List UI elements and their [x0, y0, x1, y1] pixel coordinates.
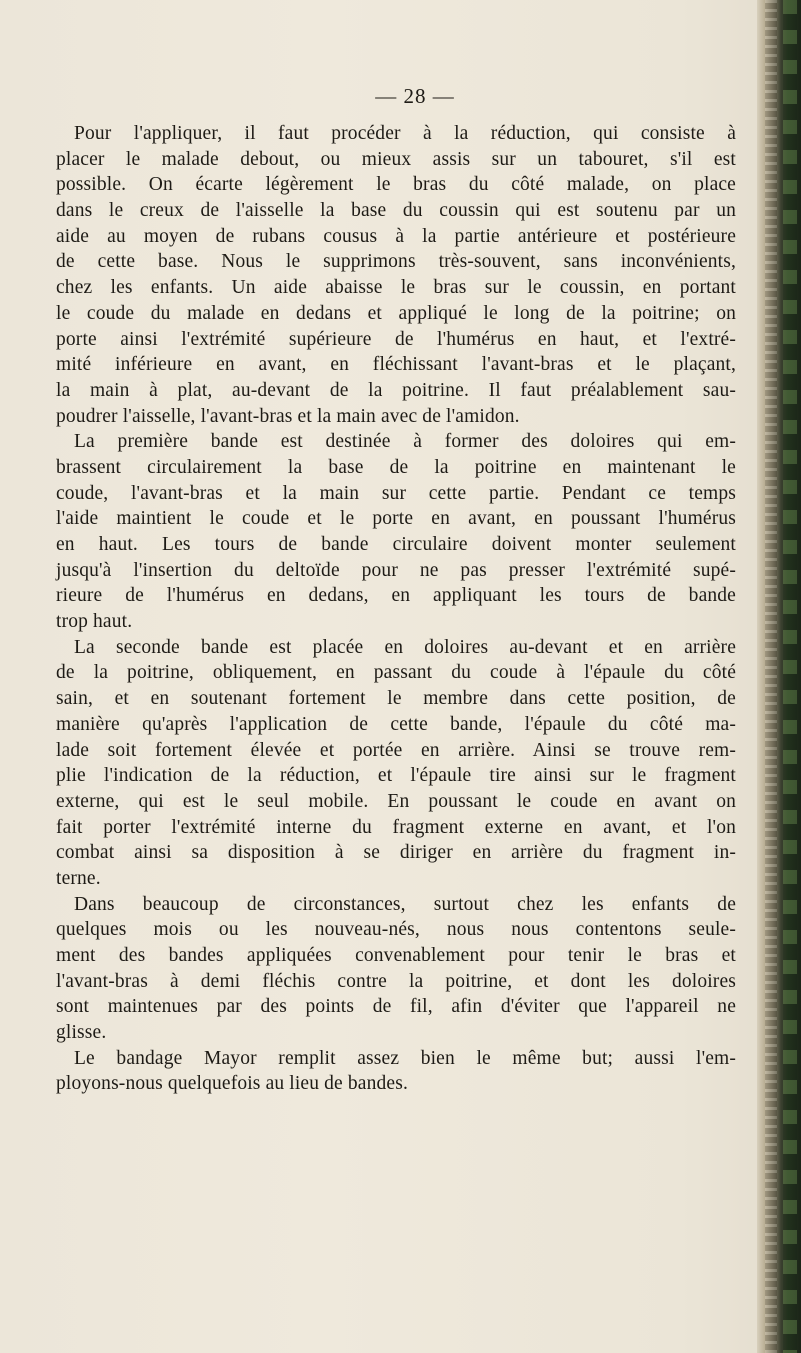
text-line: Pour l'appliquer, il faut procéder à la réduction, qui consiste à	[74, 123, 736, 144]
text-line: ployons-nous quelquefois au lieu de bandes.	[56, 1073, 408, 1095]
text-line: possible. On écarte légèrement le bras du côté malade, on place	[56, 174, 736, 196]
text-line: manière qu'après l'application de cette bande, l'épaule du côté ma-	[56, 713, 736, 735]
page-edge	[757, 0, 801, 1353]
text-line: externe, qui est le seul mobile. En poussant le coude en avant on	[56, 790, 736, 812]
text-line: La seconde bande est placée en doloires au-devant et en arrière	[74, 636, 736, 658]
text-line: chez les enfants. Un aide abaisse le bras sur le coussin, en portant	[56, 277, 736, 299]
text-line: fait porter l'extrémité interne du fragment externe en avant, et l'on	[56, 816, 736, 838]
text-line: Le bandage Mayor remplit assez bien le même but; aussi l'em-	[74, 1047, 736, 1069]
text-line: mité inférieure en avant, en fléchissant l'avant-bras et le plaçant,	[56, 354, 736, 376]
text-line: trop haut.	[56, 611, 133, 633]
text-line: coude, l'avant-bras et la main sur cette partie. Pendant ce temps	[56, 482, 736, 504]
text-line: jusqu'à l'insertion du deltoïde pour ne pas presser l'extrémité supé-	[56, 559, 736, 581]
body-text	[56, 121, 736, 1097]
text-line: aide au moyen de rubans cousus à la partie antérieure et postérieure	[56, 225, 736, 247]
text-line: en haut. Les tours de bande circulaire doivent monter seulement	[56, 534, 736, 555]
text-line: sain, et en soutenant fortement le membre dans cette position, de	[56, 688, 736, 710]
text-line: de la poitrine, obliquement, en passant du coude à l'épaule du côté	[56, 662, 736, 684]
text-line: dans le creux de l'aisselle la base du coussin qui est soutenu par un	[56, 200, 736, 222]
text-line: ment des bandes appliquées convenablement pour tenir le bras et	[56, 945, 736, 966]
text-line: lade soit fortement élevée et portée en arrière. Ainsi se trouve rem-	[56, 739, 736, 761]
text-line: porte ainsi l'extrémité supérieure de l'humérus en haut, et l'extré-	[56, 328, 736, 350]
text-line: La première bande est destinée à former des doloires qui em-	[74, 431, 736, 453]
text-line: rieure de l'humérus en dedans, en appliquant les tours de bande	[56, 585, 736, 607]
text-line: la main à plat, au-devant de la poitrine. Il faut préalablement sau-	[56, 379, 736, 401]
text-line: l'avant-bras à demi fléchis contre la poitrine, et dont les doloires	[56, 970, 736, 992]
text-line: glisse.	[56, 1022, 107, 1044]
text-line: combat ainsi sa disposition à se diriger en arrière du fragment in-	[56, 842, 736, 864]
text-line: quelques mois ou les nouveau-nés, nous nous contentons seule-	[56, 919, 736, 941]
text-line: de cette base. Nous le supprimons très-souvent, sans inconvénients,	[56, 251, 736, 273]
page-number: — 28 —	[375, 84, 455, 108]
text-line: plie l'indication de la réduction, et l'épaule tire ainsi sur le fragment	[56, 765, 736, 787]
text-line: brassent circulairement la base de la poitrine en maintenant le	[56, 456, 736, 478]
text-line: placer le malade debout, ou mieux assis sur un tabouret, s'il est	[56, 148, 736, 170]
text-line: sont maintenues par des points de fil, afin d'éviter que l'appareil ne	[56, 996, 736, 1018]
text-line: l'aide maintient le coude et le porte en avant, en poussant l'humérus	[56, 508, 736, 530]
text-line: Dans beaucoup de circonstances, surtout chez les enfants de	[74, 893, 736, 915]
text-line: poudrer l'aisselle, l'avant-bras et la main avec de l'amidon.	[56, 405, 520, 427]
text-line: terne.	[56, 867, 101, 889]
text-line: le coude du malade en dedans et appliqué le long de la poitrine; on	[56, 302, 736, 324]
